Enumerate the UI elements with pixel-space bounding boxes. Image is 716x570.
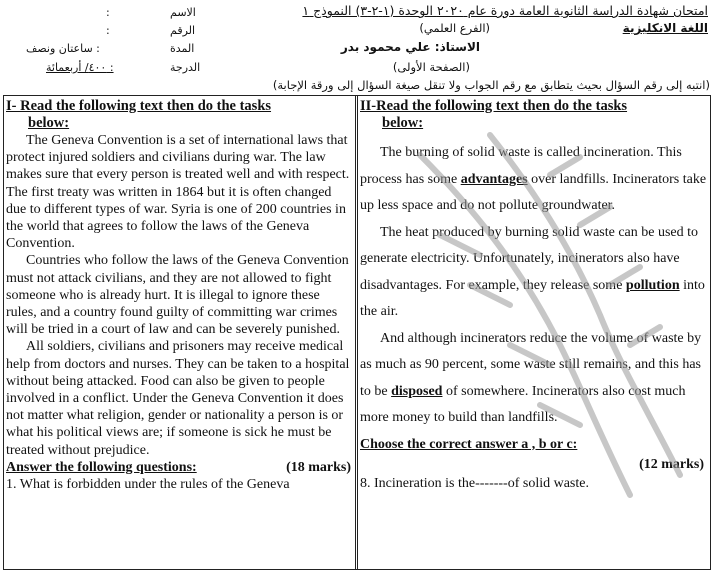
exam-header xyxy=(0,0,716,96)
choose-heading: Choose the correct answer a , b or c: xyxy=(360,436,578,452)
subject-label: اللغة الانكليزية xyxy=(622,21,708,35)
question-1: 1. What is forbidden under the rules of the Geneva xyxy=(6,476,290,492)
passage-paragraph: And although incinerators reduce the volume of waste by as much as 90 percent, some waste still remains, and this has to be disposed of somewhere. Incinerators also cost much more money to build than landfills. xyxy=(360,330,702,425)
exam-body xyxy=(3,95,711,570)
task-heading xyxy=(6,459,351,476)
section-two xyxy=(360,98,708,492)
duration-value: : ساعتان ونصف xyxy=(26,42,100,55)
question-8: 8. Incineration is the-------of solid waste. xyxy=(360,475,589,491)
branch-label: (الفرع العلمي) xyxy=(419,21,490,35)
exam-title: امتحان شهادة الدراسة الثانوية العامة دورة عام ٢٠٢٠ الوحدة (١-٢-٣) النموذج ١ xyxy=(302,3,708,18)
teacher-name: الاستاذ: علي محمود بدر xyxy=(340,40,480,54)
keyword-advantages: advantages xyxy=(460,171,528,187)
section-one-heading-line2: below: xyxy=(28,115,70,131)
passage-paragraph: The Geneva Convention is a set of international laws that protect injured soldiers and civilians during war. The law makes sure that every person is treated well and with respect. The first treaty was written in 1864 but it is often changed due to different types of war. Syria is one of 200 countries in the world that agrees to follow the laws of the Geneva Convention. xyxy=(6,133,350,252)
section-two-heading xyxy=(360,98,708,132)
reading-passage-two xyxy=(360,140,708,432)
name-label: الاسم xyxy=(170,6,196,19)
duration-label: المدة xyxy=(170,42,195,55)
passage-paragraph: All soldiers, civilians and prisoners may receive medical help from doctors and nurses. They can be taken to a hospital without being attacked. Food can also be given to people involved in a conflict. Under the Geneva Convention it does not matter what religion, gender or nationality a person is or what his political views are; if someone is sick he must be treated without prejudice. xyxy=(6,339,350,458)
number-value: : xyxy=(106,24,110,37)
passage-paragraph: The burning of solid waste is called incineration. This process has some advantages over landfills. Incinerators take up less space and do not pollute groundwater. xyxy=(360,145,707,213)
column-divider xyxy=(355,96,358,569)
section-two-heading-line2: below: xyxy=(382,115,424,131)
section-one-heading xyxy=(6,98,351,132)
keyword-pollution: pollution xyxy=(625,277,680,293)
grade-value: : ٤٠٠/ أربعمائة xyxy=(46,61,114,74)
task-label: Answer the following questions: xyxy=(6,459,197,475)
page-label: (الصفحة الأولى) xyxy=(392,60,470,74)
keyword-disposed: disposed xyxy=(391,383,443,399)
name-value: : xyxy=(106,6,110,19)
section-one-heading-line1: I- Read the following text then do the tasks xyxy=(6,98,272,114)
passage-paragraph: The heat produced by burning solid waste can be used to generate electricity. Unfortunately, incinerators also have disadvantages. For example, they release some pollution into the air. xyxy=(360,224,705,319)
instruction-note: (انتبه إلى رقم السؤال بحيث يتطابق مع رقم الجواب ولا تنقل صيغة السؤال إلى ورقة الإجابة) xyxy=(272,78,710,92)
grade-label: الدرجة xyxy=(170,61,201,74)
choose-marks: (12 marks) xyxy=(639,456,704,472)
passage-paragraph: Countries who follow the laws of the Geneva Convention must not attack civilians, and they are not allowed to fight someone who is already hurt. It is illegal to ignore these rules, and a country found guilty of committing war crimes will be tried in a court of law and can be severely punished. xyxy=(6,253,349,338)
section-two-heading-line1: II-Read the following text then do the tasks xyxy=(360,98,628,114)
task-marks: (18 marks) xyxy=(286,459,351,475)
number-label: الرقم xyxy=(170,24,196,37)
section-one xyxy=(6,98,351,493)
reading-passage-one xyxy=(6,132,351,459)
